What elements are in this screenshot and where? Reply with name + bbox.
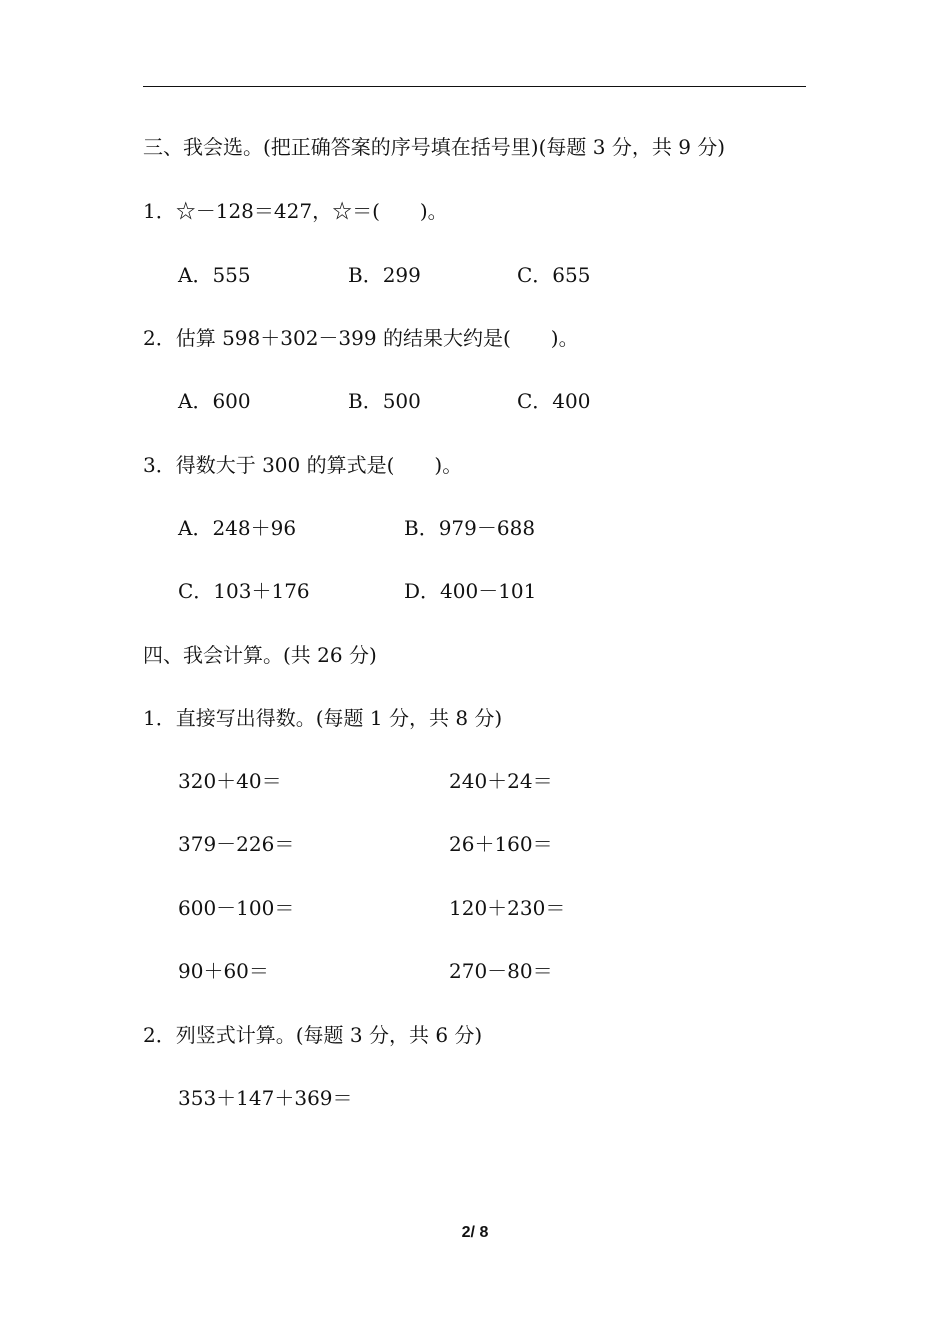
q2-option-c: C．400	[517, 389, 591, 413]
section4-title: 四、我会计算。(共 26 分)	[143, 643, 377, 667]
q3-option-a: A．248＋96	[178, 516, 297, 540]
q3-option-b: B．979－688	[404, 516, 536, 540]
q2-option-a: A．600	[178, 389, 251, 413]
q1-option-a: A．555	[178, 263, 251, 287]
section3-title: 三、我会选。(把正确答案的序号填在括号里)(每题 3 分，共 9 分)	[143, 135, 726, 159]
calc-item: 120＋230＝	[449, 896, 566, 920]
q3-stem: 3．得数大于 300 的算式是( )。	[143, 453, 463, 477]
calc-item: 379－226＝	[178, 832, 295, 856]
q1-option-c: C．655	[517, 263, 591, 287]
q3-option-c: C．103＋176	[178, 579, 310, 603]
q1-option-b: B．299	[348, 263, 421, 287]
page-number: 2/ 8	[461, 1224, 489, 1241]
part2-title: 2．列竖式计算。(每题 3 分，共 6 分)	[143, 1023, 483, 1047]
calc-item: 600－100＝	[178, 896, 295, 920]
header-rule	[143, 86, 806, 87]
calc-item: 26＋160＝	[449, 832, 553, 856]
calc-item: 320＋40＝	[178, 769, 282, 793]
part1-title: 1．直接写出得数。(每题 1 分，共 8 分)	[143, 706, 503, 730]
q2-stem: 2．估算 598＋302－399 的结果大约是( )。	[143, 326, 579, 350]
q2-option-b: B．500	[348, 389, 421, 413]
q3-option-d: D．400－101	[404, 579, 537, 603]
calc-item: 240＋24＝	[449, 769, 553, 793]
q1-stem: 1．☆－128＝427，☆＝( )。	[143, 199, 448, 223]
calc-item: 90＋60＝	[178, 959, 269, 983]
calc-item: 270－80＝	[449, 959, 553, 983]
vertical-calc-item: 353＋147＋369＝	[178, 1086, 353, 1110]
